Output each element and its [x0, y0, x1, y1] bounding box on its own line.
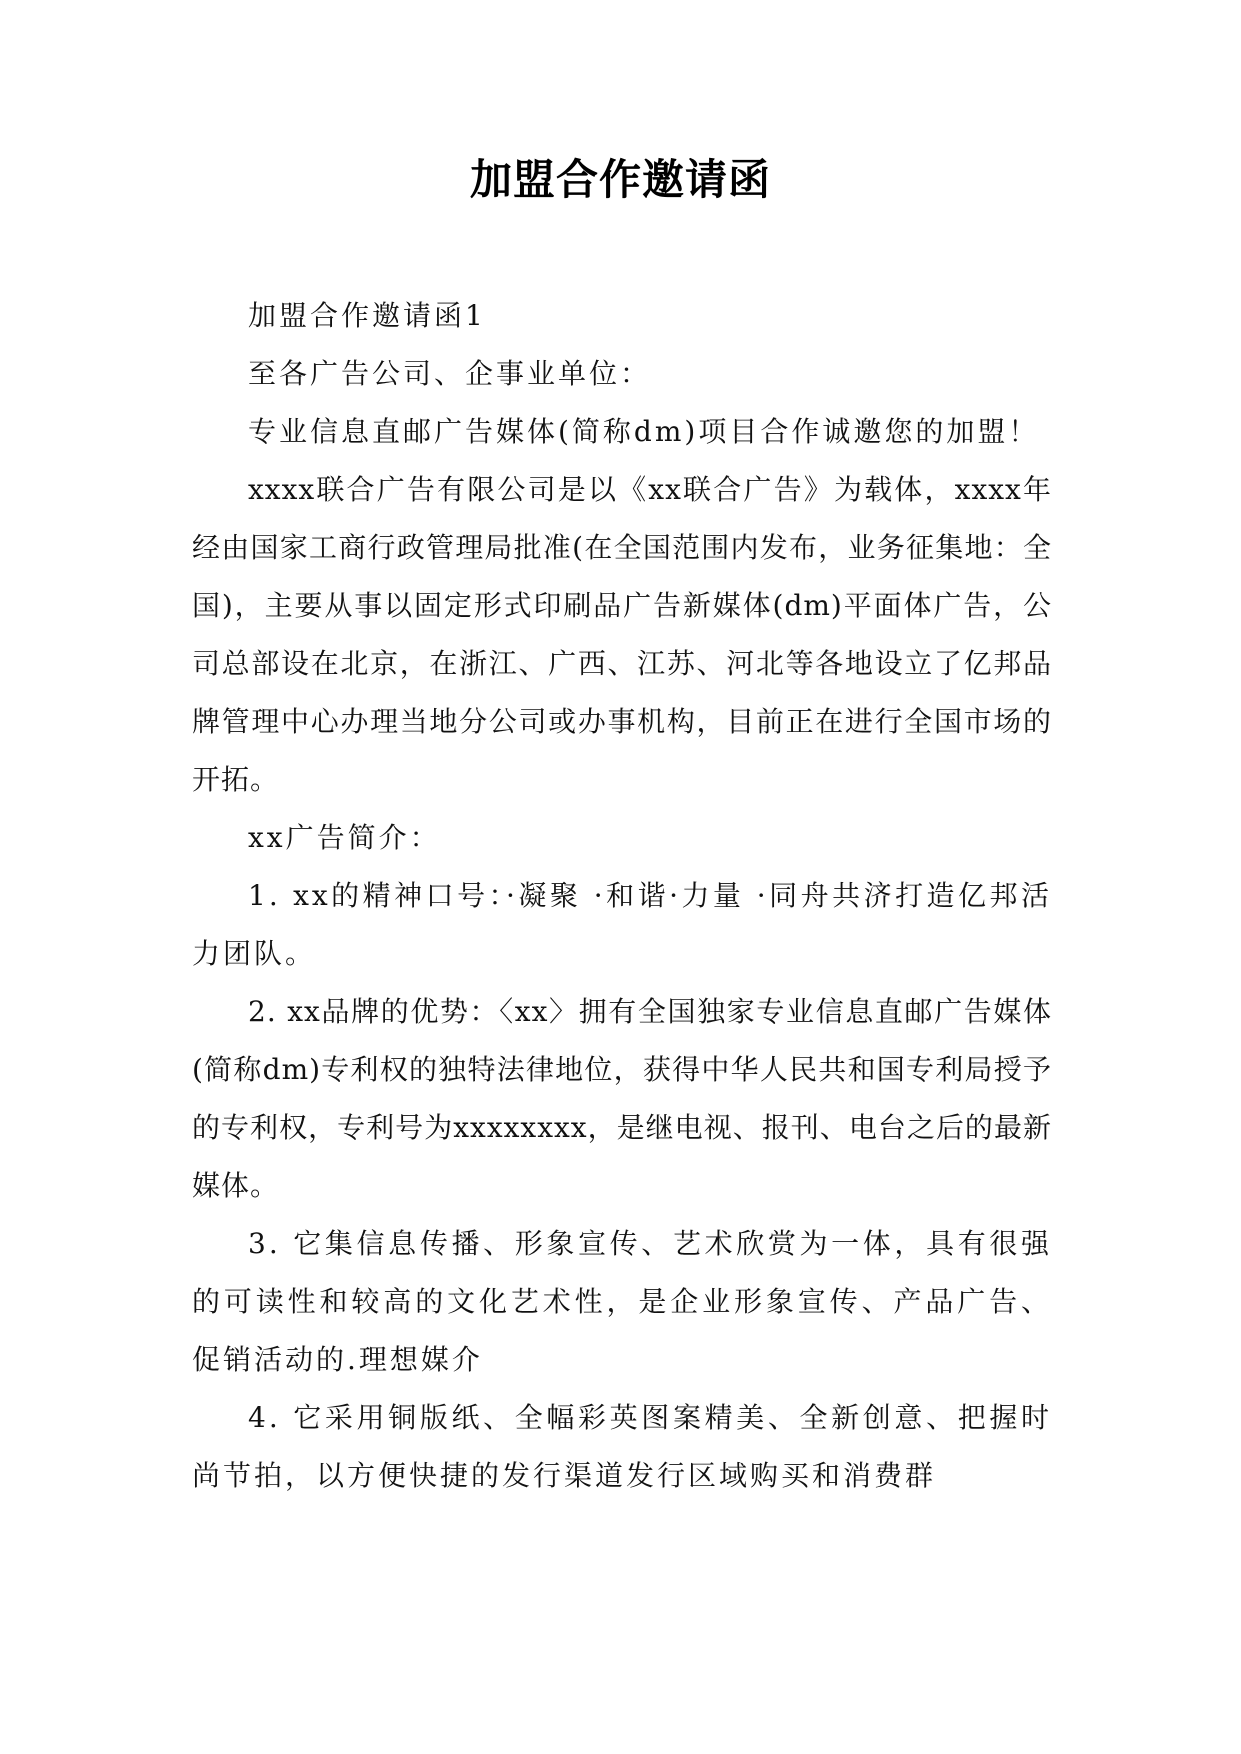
- paragraph-item-3: 3. 它集信息传播、形象宣传、艺术欣赏为一体，具有很强的可读性和较高的文化艺术性，是企业形象宣传、产品广告、促销活动的.理想媒介: [192, 1227, 1052, 1376]
- paragraph-item-4: 4. 它采用铜版纸、全幅彩英图案精美、全新创意、把握时尚节拍，以方便快捷的发行渠道发行区域购买和消费群: [192, 1401, 1052, 1492]
- paragraph-section-heading: xx广告简介：: [248, 821, 441, 854]
- document-body: [192, 287, 1052, 1505]
- document-title: 加盟合作邀请函: [469, 155, 771, 204]
- paragraph-company-intro: xxxx联合广告有限公司是以《xx联合广告》为载体，xxxx年经由国家工商行政管理局批准(在全国范围内发布，业务征集地：全国)，主要从事以固定形式印刷品广告新媒体(dm)平面体广告，公司总部设在北京，在浙江、广西、江苏、河北等各地设立了亿邦品牌管理中心办理当地分公司或办事机构，目前正在进行全国市场的开拓。: [192, 473, 1052, 796]
- paragraph-heading: 加盟合作邀请函1: [248, 299, 486, 332]
- paragraph-item-2: 2. xx品牌的优势：〈xx〉拥有全国独家专业信息直邮广告媒体(简称dm)专利权的独特法律地位，获得中华人民共和国专利局授予的专利权，专利号为xxxxxxxx，是继电视、报刊、电台之后的最新媒体。: [192, 995, 1052, 1202]
- paragraph-invitation: 专业信息直邮广告媒体(简称dm)项目合作诚邀您的加盟！: [248, 415, 1040, 448]
- paragraph-item-1: 1. xx的精神口号：·凝聚 ·和谐·力量 ·同舟共济打造亿邦活力团队。: [192, 879, 1052, 970]
- paragraph-salutation: 至各广告公司、企事业单位：: [248, 357, 652, 390]
